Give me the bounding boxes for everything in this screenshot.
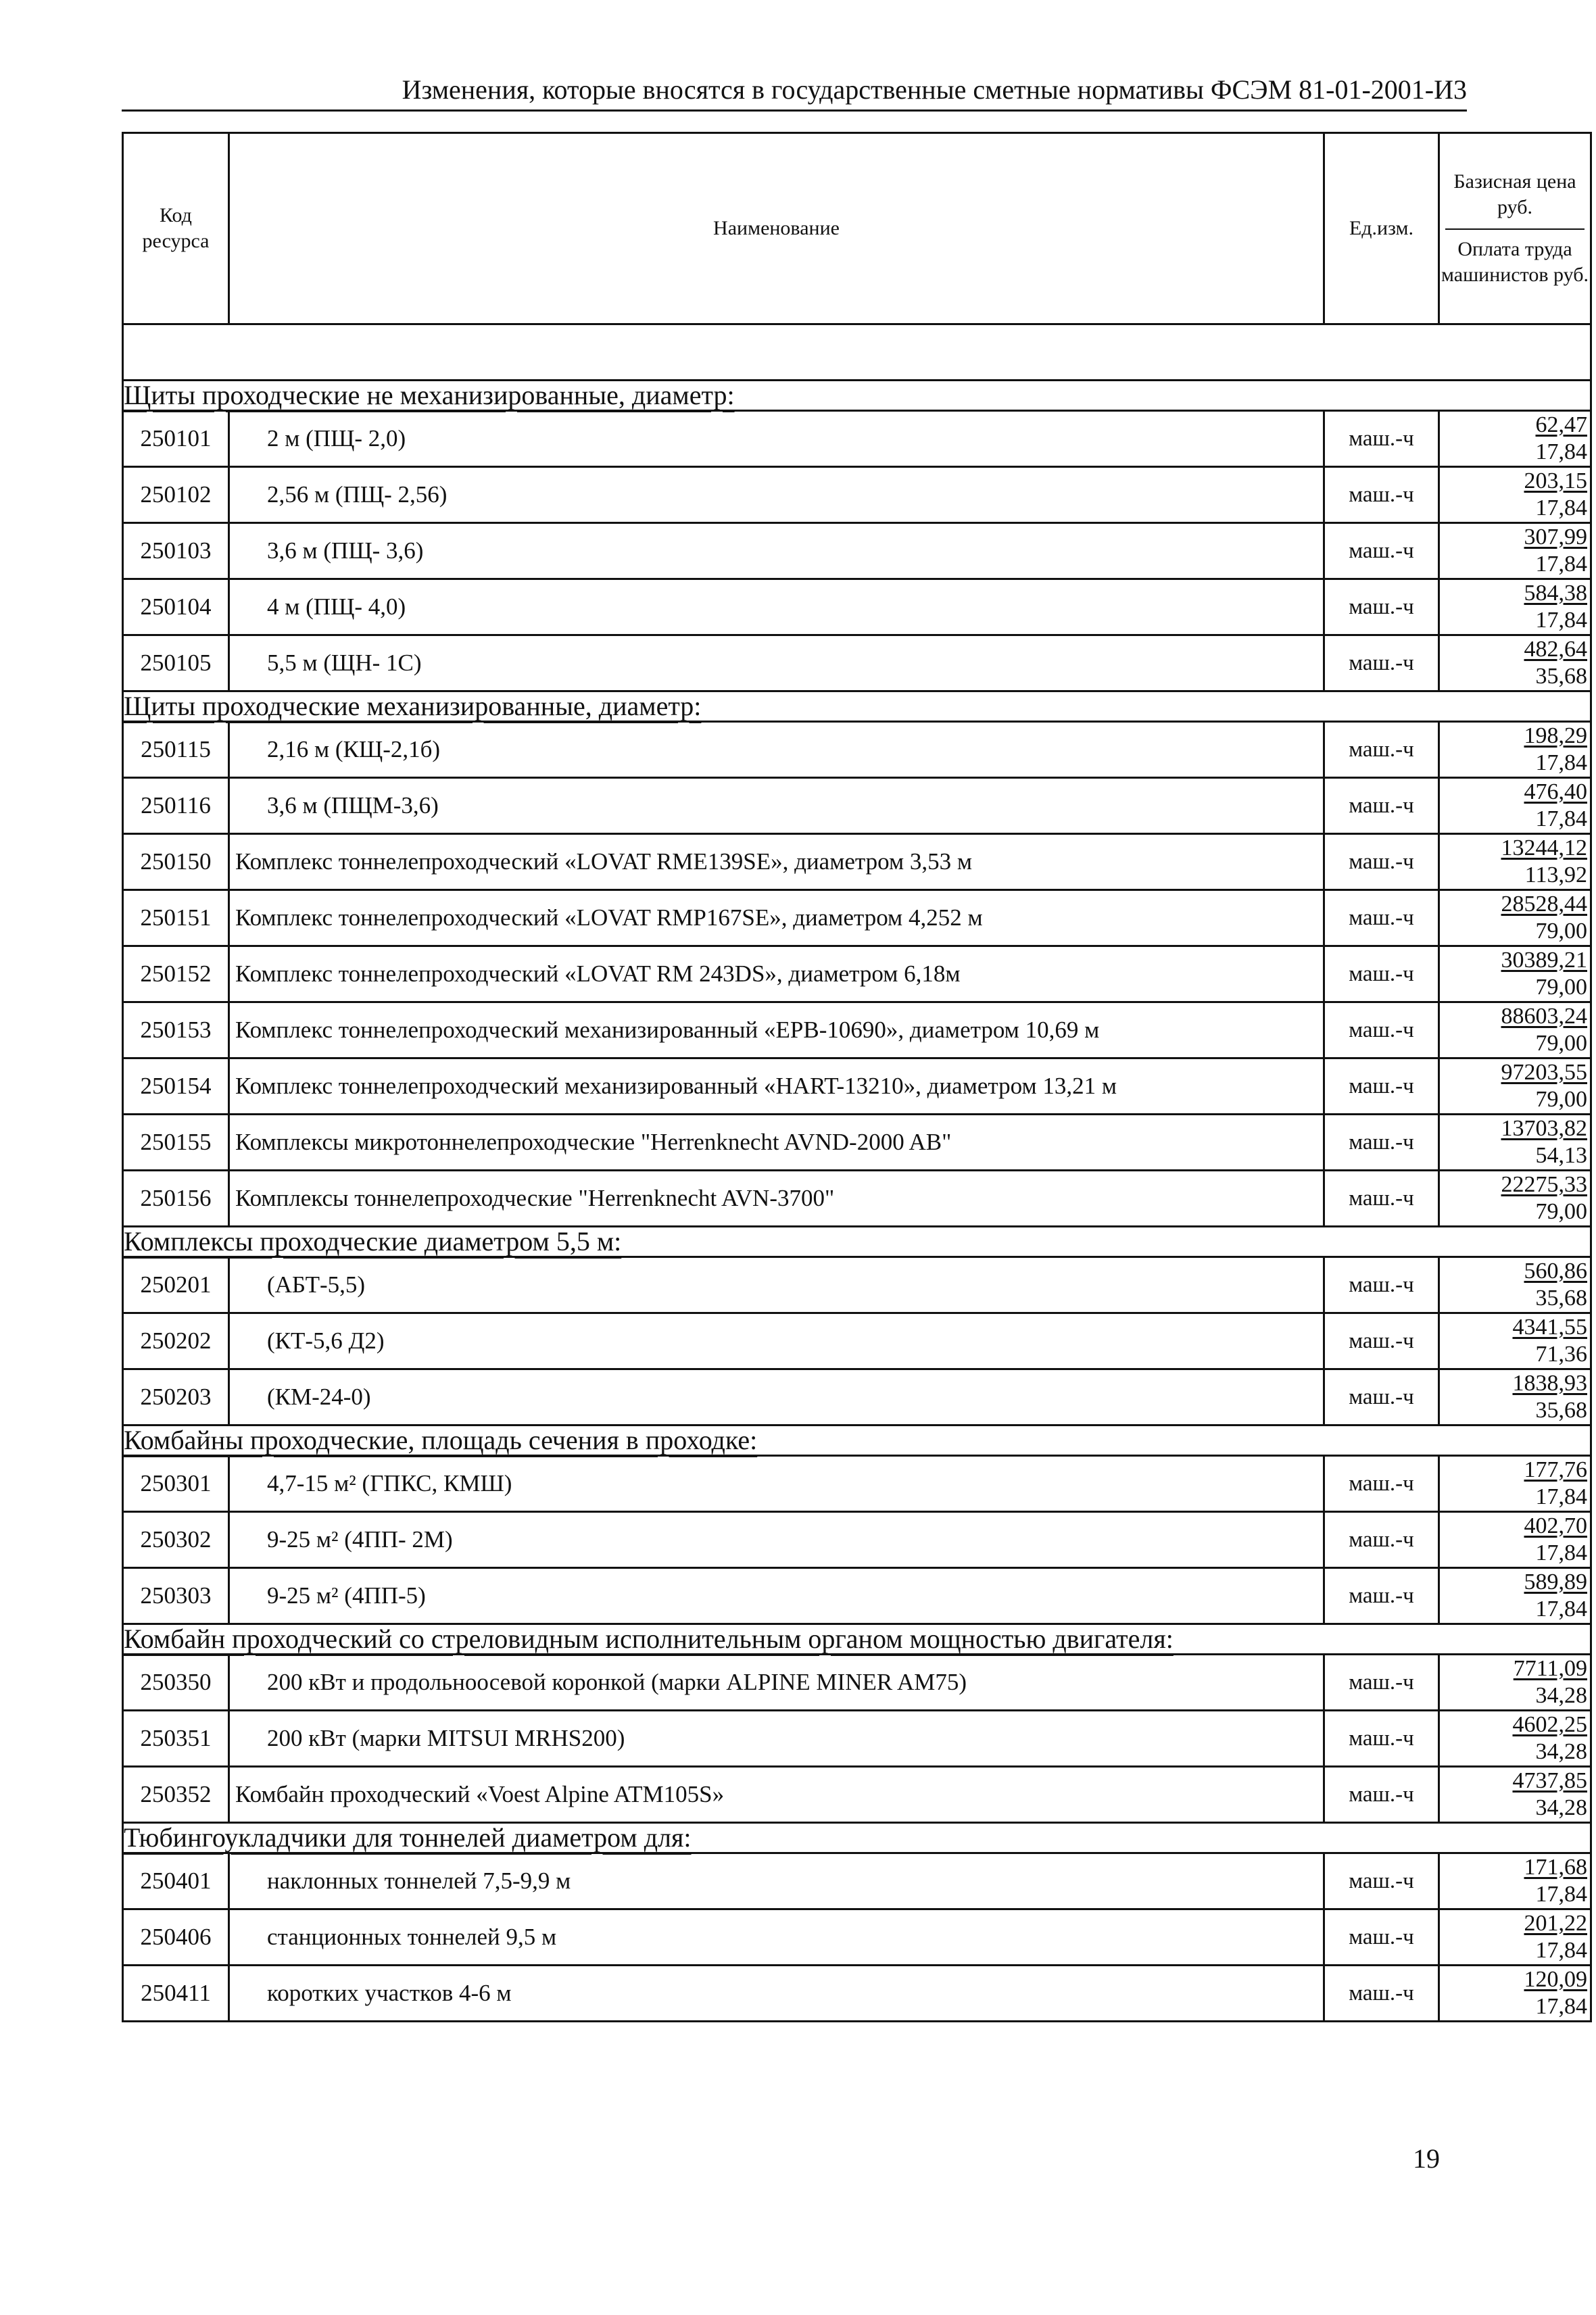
- unit: маш.-ч: [1324, 523, 1439, 579]
- operator-wage: 79,00: [1535, 1087, 1587, 1112]
- unit: маш.-ч: [1324, 467, 1439, 523]
- group-heading-row: [123, 1425, 1591, 1456]
- operator-wage: 17,84: [1535, 1540, 1587, 1565]
- operator-wage: 79,00: [1535, 1199, 1587, 1224]
- unit: маш.-ч: [1324, 1257, 1439, 1313]
- price-cell: [1439, 1512, 1591, 1568]
- base-price: 97203,55: [1501, 1060, 1587, 1085]
- resource-code: 250203: [123, 1369, 229, 1425]
- table-row: [123, 1058, 1591, 1115]
- resource-code: 250101: [123, 411, 229, 467]
- unit: маш.-ч: [1324, 1171, 1439, 1227]
- resource-name: 3,6 м (ПЩ- 3,6): [229, 523, 1324, 579]
- resource-code: 250103: [123, 523, 229, 579]
- table-row: [123, 946, 1591, 1002]
- resource-code: 250104: [123, 579, 229, 635]
- base-price: 402,70: [1524, 1513, 1587, 1538]
- base-price: 171,68: [1524, 1855, 1587, 1880]
- resource-code: 250151: [123, 890, 229, 946]
- base-price: 560,86: [1524, 1259, 1587, 1284]
- price-cell: [1439, 722, 1591, 778]
- page-number: 19: [1413, 2143, 1440, 2174]
- base-price: 4602,25: [1512, 1712, 1587, 1737]
- table-row: [123, 411, 1591, 467]
- resource-code: 250350: [123, 1655, 229, 1711]
- price-cell: [1439, 1767, 1591, 1823]
- group-heading: Тюбингоукладчики для тоннелей диаметром для:: [124, 1822, 692, 1853]
- group-heading: Комбайн проходческий со стреловидным исполнительным органом мощностью двигателя:: [124, 1624, 1174, 1654]
- group-heading-cell: [123, 381, 1591, 411]
- unit: маш.-ч: [1324, 1655, 1439, 1711]
- price-cell: [1439, 1257, 1591, 1313]
- resource-code: 250155: [123, 1115, 229, 1171]
- rates-table: [122, 132, 1592, 2022]
- group-heading-cell: [123, 691, 1591, 722]
- page-header: Изменения, которые вносятся в государственные сметные нормативы ФСЭМ 81-01-2001-И3: [122, 73, 1467, 112]
- group-heading-cell: [123, 1227, 1591, 1257]
- base-price: 177,76: [1524, 1457, 1587, 1482]
- operator-wage: 54,13: [1535, 1143, 1587, 1168]
- unit: маш.-ч: [1324, 1115, 1439, 1171]
- resource-code: 250156: [123, 1171, 229, 1227]
- price-cell: [1439, 523, 1591, 579]
- group-heading-row: [123, 1823, 1591, 1853]
- base-price: 4341,55: [1512, 1315, 1587, 1340]
- resource-name: 9-25 м² (4ПП- 2М): [229, 1512, 1324, 1568]
- table-row: [123, 1568, 1591, 1624]
- price-cell: [1439, 1456, 1591, 1512]
- table-row: [123, 1512, 1591, 1568]
- table-row: [123, 890, 1591, 946]
- resource-name: Комплекс тоннелепроходческий механизированный «HART-13210», диаметром 13,21 м: [229, 1058, 1324, 1115]
- unit: маш.-ч: [1324, 722, 1439, 778]
- header-name: Наименование: [229, 133, 1324, 324]
- price-cell: [1439, 1115, 1591, 1171]
- unit: маш.-ч: [1324, 1456, 1439, 1512]
- price-cell: [1439, 579, 1591, 635]
- resource-name: станционных тоннелей 9,5 м: [229, 1909, 1324, 1966]
- group-heading: Комбайны проходческие, площадь сечения в проходке:: [124, 1425, 758, 1455]
- unit: маш.-ч: [1324, 411, 1439, 467]
- header-code: Код ресурса: [123, 133, 229, 324]
- resource-name: 4,7-15 м² (ГПКС, КМШ): [229, 1456, 1324, 1512]
- resource-code: 250411: [123, 1966, 229, 2022]
- unit: маш.-ч: [1324, 890, 1439, 946]
- operator-wage: 79,00: [1535, 919, 1587, 944]
- resource-code: 250202: [123, 1313, 229, 1369]
- base-price: 88603,24: [1501, 1004, 1587, 1029]
- group-heading-cell: [123, 1823, 1591, 1853]
- table-row: [123, 1655, 1591, 1711]
- table-row: [123, 1966, 1591, 2022]
- table-body: [123, 324, 1591, 2022]
- unit: маш.-ч: [1324, 579, 1439, 635]
- base-price: 584,38: [1524, 581, 1587, 606]
- operator-wage: 17,84: [1535, 750, 1587, 775]
- group-heading-row: [123, 381, 1591, 411]
- table-header-row: [123, 133, 1591, 324]
- operator-wage: 17,84: [1535, 552, 1587, 577]
- price-cell: [1439, 1655, 1591, 1711]
- resource-name: наклонных тоннелей 7,5-9,9 м: [229, 1853, 1324, 1909]
- resource-code: 250152: [123, 946, 229, 1002]
- table-row: [123, 1313, 1591, 1369]
- resource-name: 9-25 м² (4ПП-5): [229, 1568, 1324, 1624]
- resource-name: Комплекс тоннелепроходческий «LOVAT RM 243DS», диаметром 6,18м: [229, 946, 1324, 1002]
- base-price: 62,47: [1535, 412, 1587, 437]
- base-price: 13703,82: [1501, 1116, 1587, 1141]
- group-heading-cell: [123, 1425, 1591, 1456]
- unit: маш.-ч: [1324, 635, 1439, 691]
- resource-code: 250154: [123, 1058, 229, 1115]
- unit: маш.-ч: [1324, 778, 1439, 834]
- resource-code: 250105: [123, 635, 229, 691]
- operator-wage: 79,00: [1535, 1031, 1587, 1056]
- operator-wage: 34,28: [1535, 1683, 1587, 1708]
- table-row: [123, 834, 1591, 890]
- resource-name: 5,5 м (ЩН- 1С): [229, 635, 1324, 691]
- unit: маш.-ч: [1324, 834, 1439, 890]
- price-cell: [1439, 946, 1591, 1002]
- group-heading: Щиты проходческие не механизированные, диаметр:: [124, 380, 735, 410]
- resource-code: 250301: [123, 1456, 229, 1512]
- table-row: [123, 1456, 1591, 1512]
- resource-name: Комплекс тоннелепроходческий «LOVAT RME139SE», диаметром 3,53 м: [229, 834, 1324, 890]
- table-row: [123, 1767, 1591, 1823]
- price-cell: [1439, 1853, 1591, 1909]
- resource-name: Комбайн проходческий «Voest Alpine ATM105S»: [229, 1767, 1324, 1823]
- base-price: 476,40: [1524, 779, 1587, 804]
- unit: маш.-ч: [1324, 1568, 1439, 1624]
- operator-wage: 113,92: [1524, 862, 1587, 887]
- base-price: 198,29: [1524, 723, 1587, 748]
- operator-wage: 17,84: [1535, 439, 1587, 464]
- base-price: 7711,09: [1513, 1656, 1587, 1681]
- price-cell: [1439, 635, 1591, 691]
- table-row: [123, 1369, 1591, 1425]
- resource-name: 4 м (ПЩ- 4,0): [229, 579, 1324, 635]
- base-price: 4737,85: [1512, 1768, 1587, 1793]
- resource-name: коротких участков 4-6 м: [229, 1966, 1324, 2022]
- base-price: 482,64: [1524, 637, 1587, 662]
- base-price: 30389,21: [1501, 948, 1587, 973]
- resource-name: Комплексы тоннелепроходческие "Herrenknecht AVN-3700": [229, 1171, 1324, 1227]
- base-price: 120,09: [1524, 1967, 1587, 1992]
- resource-code: 250401: [123, 1853, 229, 1909]
- price-cell: [1439, 1313, 1591, 1369]
- price-cell: [1439, 890, 1591, 946]
- operator-wage: 34,28: [1535, 1795, 1587, 1820]
- resource-code: 250116: [123, 778, 229, 834]
- unit: маш.-ч: [1324, 1369, 1439, 1425]
- unit: маш.-ч: [1324, 1966, 1439, 2022]
- price-cell: [1439, 411, 1591, 467]
- group-heading: Щиты проходческие механизированные, диаметр:: [124, 691, 702, 721]
- unit: маш.-ч: [1324, 1512, 1439, 1568]
- operator-wage: 17,84: [1535, 806, 1587, 831]
- base-price: 201,22: [1524, 1911, 1587, 1936]
- table-row: [123, 635, 1591, 691]
- operator-wage: 35,68: [1535, 664, 1587, 689]
- operator-wage: 17,84: [1535, 1994, 1587, 2019]
- operator-wage: 79,00: [1535, 975, 1587, 1000]
- table-row: [123, 1853, 1591, 1909]
- price-cell: [1439, 1966, 1591, 2022]
- table-row: [123, 1909, 1591, 1966]
- price-cell: [1439, 1171, 1591, 1227]
- table-row: [123, 1171, 1591, 1227]
- resource-name: Комплекс тоннелепроходческий «LOVAT RMP167SE», диаметром 4,252 м: [229, 890, 1324, 946]
- table-row: [123, 722, 1591, 778]
- resource-code: 250302: [123, 1512, 229, 1568]
- operator-wage: 17,84: [1535, 495, 1587, 520]
- price-cell: [1439, 1568, 1591, 1624]
- header-unit: Ед.изм.: [1324, 133, 1439, 324]
- unit: маш.-ч: [1324, 1853, 1439, 1909]
- base-price: 13244,12: [1501, 835, 1587, 860]
- resource-name: 2 м (ПЩ- 2,0): [229, 411, 1324, 467]
- price-cell: [1439, 778, 1591, 834]
- resource-name: 200 кВт (марки MITSUI MRHS200): [229, 1711, 1324, 1767]
- resource-name: (КТ-5,6 Д2): [229, 1313, 1324, 1369]
- resource-name: (АБТ-5,5): [229, 1257, 1324, 1313]
- resource-name: 3,6 м (ПЩМ-3,6): [229, 778, 1324, 834]
- resource-name: 2,56 м (ПЩ- 2,56): [229, 467, 1324, 523]
- table-row: [123, 523, 1591, 579]
- resource-code: 250351: [123, 1711, 229, 1767]
- resource-code: 250303: [123, 1568, 229, 1624]
- resource-code: 250201: [123, 1257, 229, 1313]
- resource-code: 250115: [123, 722, 229, 778]
- operator-wage: 17,84: [1535, 1938, 1587, 1963]
- base-price: 1838,93: [1512, 1371, 1587, 1396]
- group-heading-row: [123, 1227, 1591, 1257]
- operator-wage: 17,84: [1535, 1484, 1587, 1509]
- unit: маш.-ч: [1324, 1002, 1439, 1058]
- base-price: 28528,44: [1501, 892, 1587, 917]
- unit: маш.-ч: [1324, 1767, 1439, 1823]
- unit: маш.-ч: [1324, 1909, 1439, 1966]
- resource-name: (КМ-24-0): [229, 1369, 1324, 1425]
- price-cell: [1439, 834, 1591, 890]
- unit: маш.-ч: [1324, 1058, 1439, 1115]
- table-row: [123, 467, 1591, 523]
- table-row: [123, 778, 1591, 834]
- group-heading-cell: [123, 1624, 1591, 1655]
- unit: маш.-ч: [1324, 946, 1439, 1002]
- group-heading-row: [123, 691, 1591, 722]
- table-row: [123, 579, 1591, 635]
- resource-name: Комплекс тоннелепроходческий механизированный «EPB-10690», диаметром 10,69 м: [229, 1002, 1324, 1058]
- operator-wage: 71,36: [1535, 1342, 1587, 1367]
- table-row: [123, 1002, 1591, 1058]
- header-price: [1439, 133, 1591, 324]
- resource-code: 250102: [123, 467, 229, 523]
- price-cell: [1439, 1909, 1591, 1966]
- price-cell: [1439, 467, 1591, 523]
- price-cell: [1439, 1711, 1591, 1767]
- blank-row: [123, 324, 1591, 381]
- operator-wage: 34,28: [1535, 1739, 1587, 1764]
- unit: маш.-ч: [1324, 1711, 1439, 1767]
- operator-wage: 35,68: [1535, 1286, 1587, 1311]
- base-price: 22275,33: [1501, 1172, 1587, 1197]
- operator-wage: 17,84: [1535, 1882, 1587, 1907]
- price-cell: [1439, 1058, 1591, 1115]
- price-cell: [1439, 1369, 1591, 1425]
- group-heading: Комплексы проходческие диаметром 5,5 м:: [124, 1226, 622, 1257]
- resource-code: 250150: [123, 834, 229, 890]
- header-price-wage: Оплата труда машинистов руб.: [1441, 238, 1589, 286]
- table-row: [123, 1257, 1591, 1313]
- resource-code: 250153: [123, 1002, 229, 1058]
- table-row: [123, 1115, 1591, 1171]
- base-price: 589,89: [1524, 1569, 1587, 1594]
- resource-name: Комплексы микротоннелепроходческие "Herrenknecht AVND-2000 AB": [229, 1115, 1324, 1171]
- operator-wage: 17,84: [1535, 1597, 1587, 1622]
- operator-wage: 17,84: [1535, 608, 1587, 633]
- resource-code: 250406: [123, 1909, 229, 1966]
- resource-code: 250352: [123, 1767, 229, 1823]
- base-price: 203,15: [1524, 468, 1587, 493]
- price-cell: [1439, 1002, 1591, 1058]
- base-price: 307,99: [1524, 525, 1587, 550]
- operator-wage: 35,68: [1535, 1398, 1587, 1423]
- table-row: [123, 1711, 1591, 1767]
- unit: маш.-ч: [1324, 1313, 1439, 1369]
- resource-name: 2,16 м (КЩ-2,1б): [229, 722, 1324, 778]
- resource-name: 200 кВт и продольноосевой коронкой (марки ALPINE MINER AM75): [229, 1655, 1324, 1711]
- header-price-base: Базисная цена руб.: [1445, 169, 1585, 230]
- group-heading-row: [123, 1624, 1591, 1655]
